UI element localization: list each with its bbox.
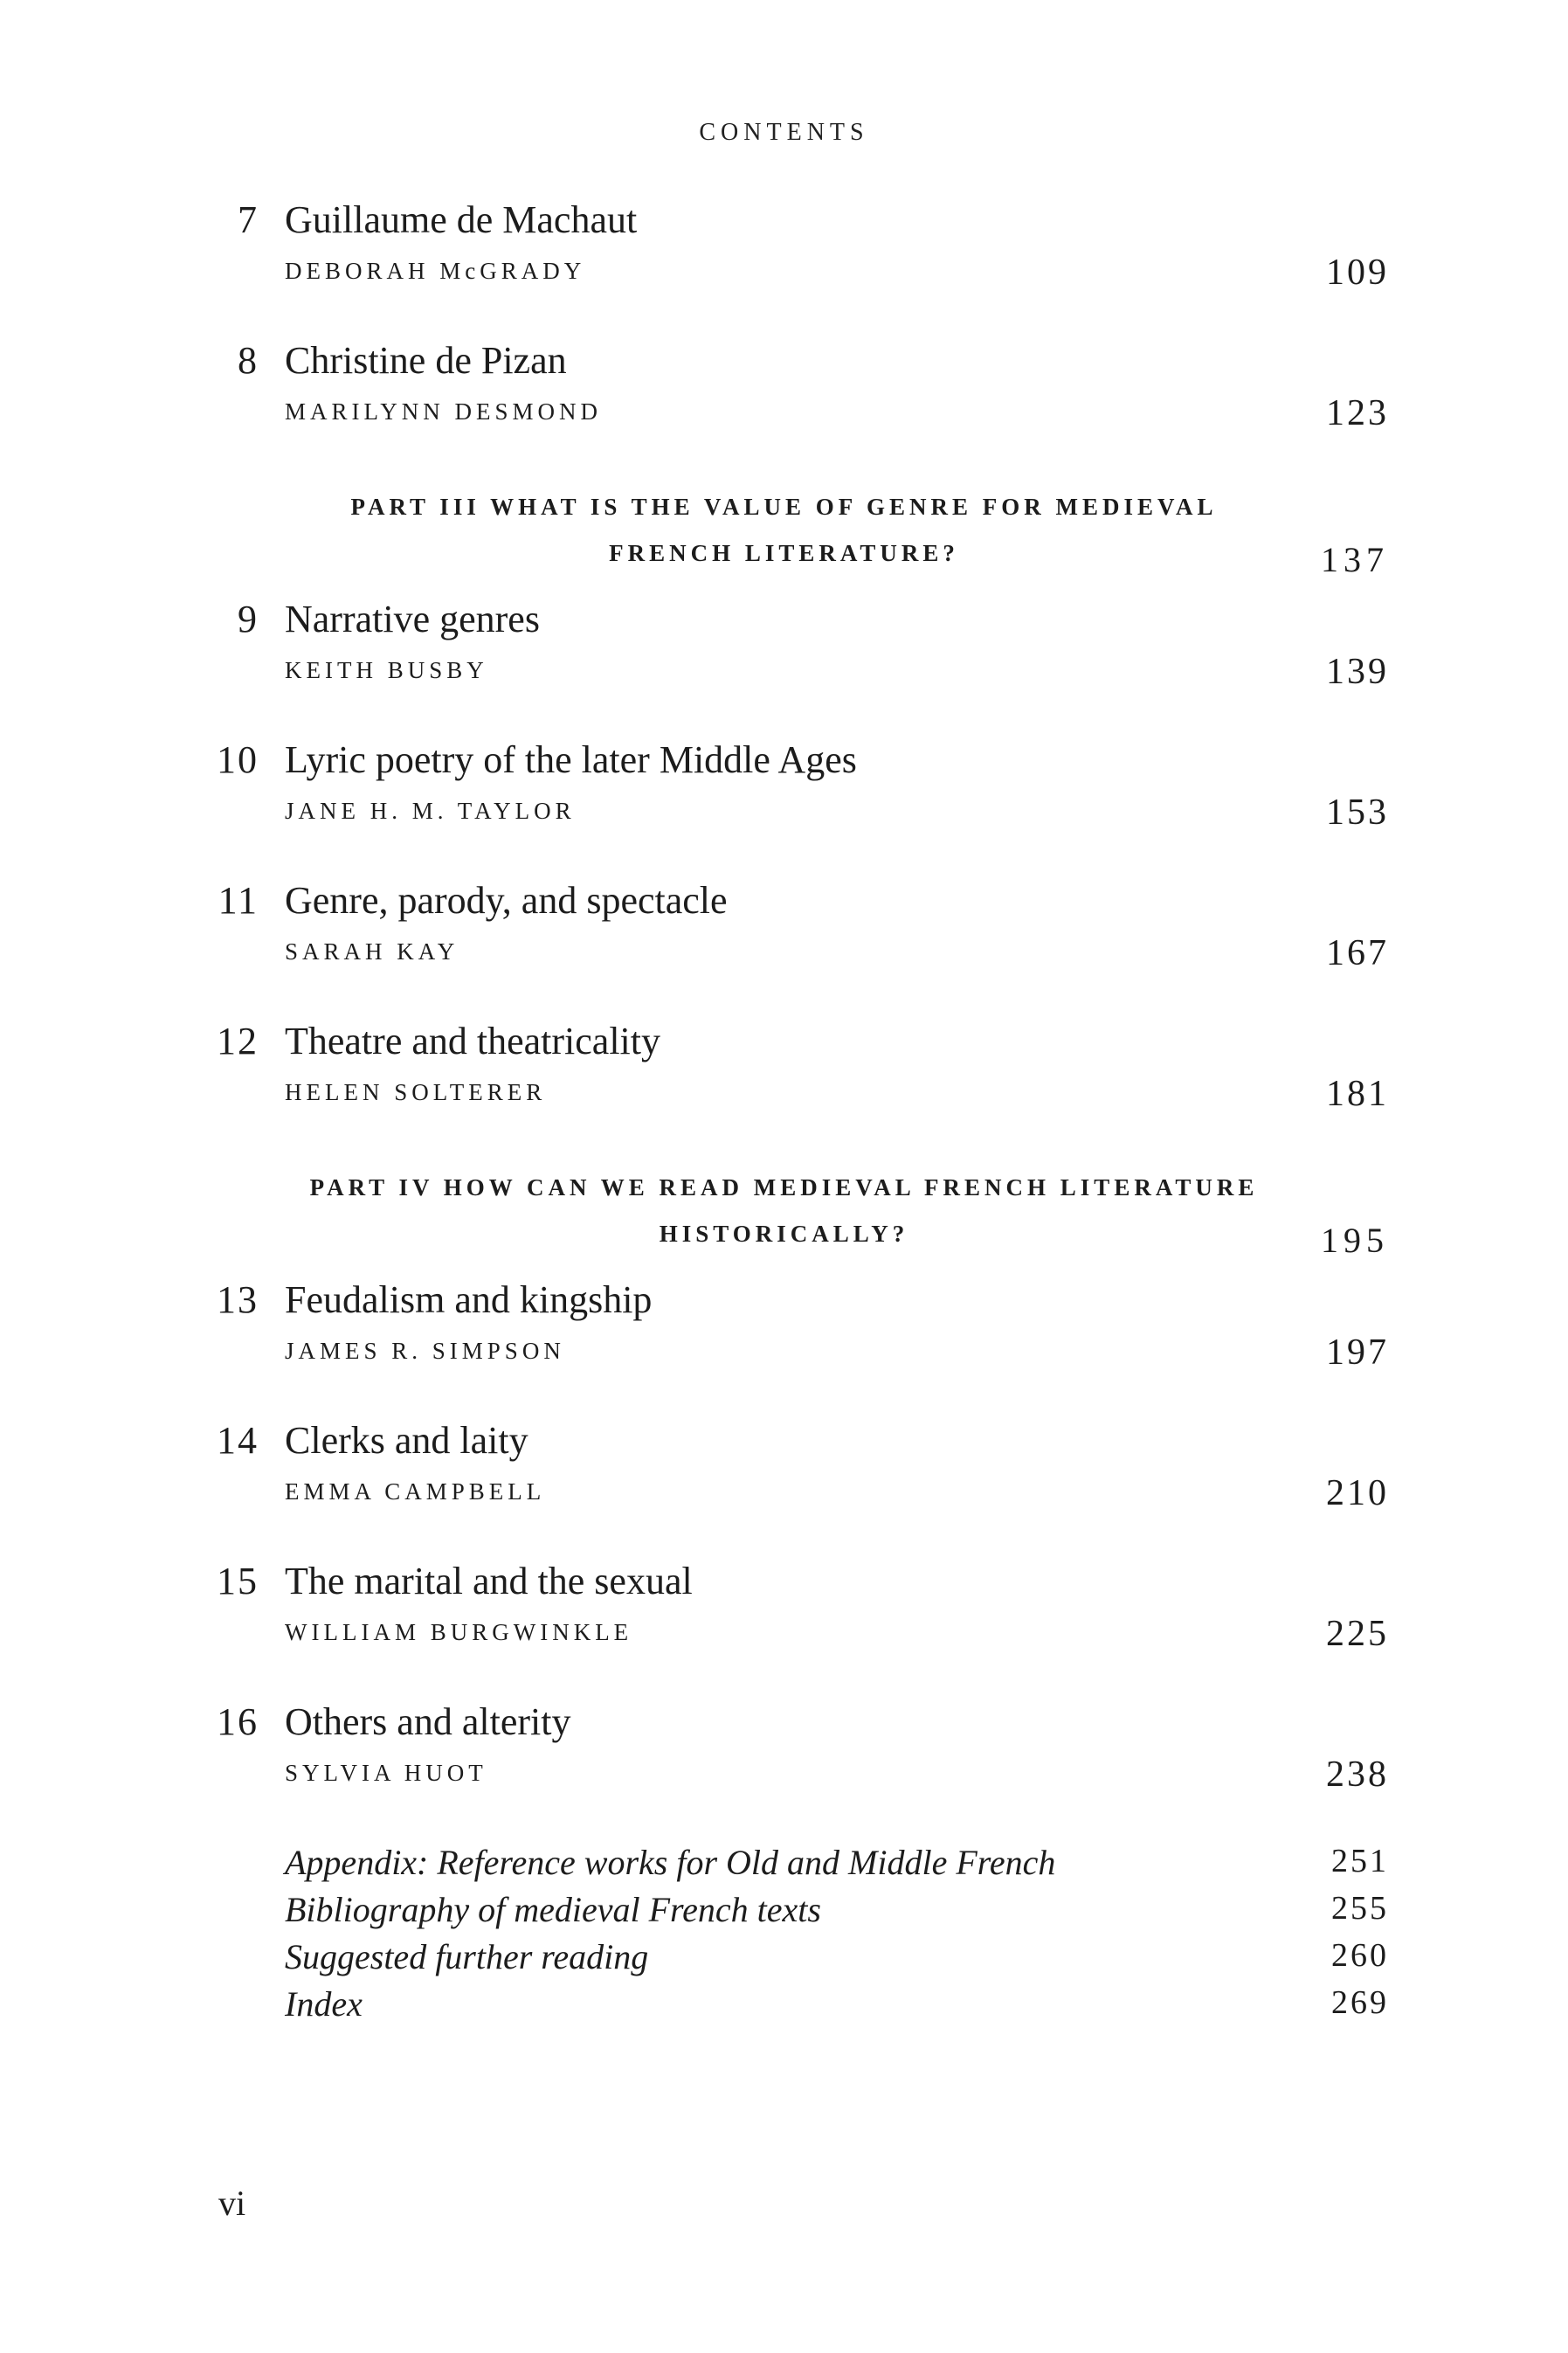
chapter-title: Lyric poetry of the later Middle Ages [285, 738, 857, 781]
chapter-number: 16 [217, 1700, 259, 1743]
chapter-author: JAMES R. SIMPSON [285, 1338, 565, 1364]
part-page: 195 [1321, 1221, 1389, 1260]
chapter-page: 210 [1326, 1473, 1389, 1513]
back-matter-entry[interactable] [0, 1842, 1568, 1889]
chapter-author: SYLVIA HUOT [285, 1760, 487, 1786]
chapter-title: Genre, parody, and spectacle [285, 879, 728, 922]
chapter-page: 167 [1326, 933, 1389, 973]
back-matter-title: Index [285, 1984, 363, 2024]
chapter-page: 181 [1326, 1074, 1389, 1114]
chapter-title: Theatre and theatricality [285, 1020, 660, 1062]
back-matter-title: Bibliography of medieval French texts [285, 1890, 821, 1929]
back-matter-page: 260 [1331, 1937, 1389, 1974]
part-title-line-2: HISTORICALLY? [659, 1221, 909, 1247]
back-matter-entry[interactable] [0, 1983, 1568, 2031]
chapter-author: MARILYNN DESMOND [285, 398, 603, 425]
back-matter-page: 255 [1331, 1890, 1389, 1927]
chapter-page: 153 [1326, 792, 1389, 833]
chapter-number: 8 [238, 339, 259, 382]
chapter-page: 197 [1326, 1332, 1389, 1373]
chapter-number: 10 [217, 738, 259, 781]
chapter-title: Guillaume de Machaut [285, 198, 638, 241]
page-folio: vi [218, 2183, 246, 2223]
chapter-author: WILLIAM BURGWINKLE [285, 1619, 633, 1645]
running-head: CONTENTS [699, 119, 869, 146]
chapter-number: 14 [217, 1419, 259, 1462]
chapter-number: 9 [238, 598, 259, 640]
back-matter-page: 251 [1331, 1843, 1389, 1879]
part-title-line-1: PART III WHAT IS THE VALUE OF GENRE FOR MEDIEVAL [350, 494, 1218, 520]
chapter-number: 15 [217, 1560, 259, 1602]
chapter-page: 139 [1326, 652, 1389, 692]
chapter-page: 238 [1326, 1754, 1389, 1795]
chapter-author: HELEN SOLTERER [285, 1079, 547, 1105]
chapter-number: 7 [238, 198, 259, 241]
chapter-number: 11 [218, 879, 259, 922]
chapter-title: Others and alterity [285, 1700, 571, 1743]
chapter-author: JANE H. M. TAYLOR [285, 798, 576, 824]
chapter-title: Narrative genres [285, 598, 540, 640]
chapter-author: DEBORAH McGRADY [285, 258, 586, 284]
chapter-title: Christine de Pizan [285, 339, 567, 382]
chapter-author: SARAH KAY [285, 938, 459, 965]
chapter-title: The marital and the sexual [285, 1560, 693, 1602]
back-matter-page: 269 [1331, 1984, 1389, 2021]
chapter-page: 109 [1326, 253, 1389, 293]
chapter-page: 123 [1326, 393, 1389, 433]
chapter-title: Feudalism and kingship [285, 1278, 653, 1321]
chapter-page: 225 [1326, 1614, 1389, 1654]
back-matter-entry[interactable] [0, 1936, 1568, 1983]
part-page: 137 [1321, 540, 1389, 579]
part-title-line-2: FRENCH LITERATURE? [609, 540, 959, 566]
back-matter-entry[interactable] [0, 1889, 1568, 1936]
part-title-line-1: PART IV HOW CAN WE READ MEDIEVAL FRENCH LITERATURE [309, 1174, 1259, 1201]
chapter-number: 13 [217, 1278, 259, 1321]
back-matter-title: Appendix: Reference works for Old and Middle French [285, 1843, 1056, 1882]
chapter-title: Clerks and laity [285, 1419, 528, 1462]
chapter-number: 12 [217, 1020, 259, 1062]
chapter-author: EMMA CAMPBELL [285, 1478, 546, 1505]
chapter-author: KEITH BUSBY [285, 657, 488, 683]
back-matter-title: Suggested further reading [285, 1937, 649, 1976]
